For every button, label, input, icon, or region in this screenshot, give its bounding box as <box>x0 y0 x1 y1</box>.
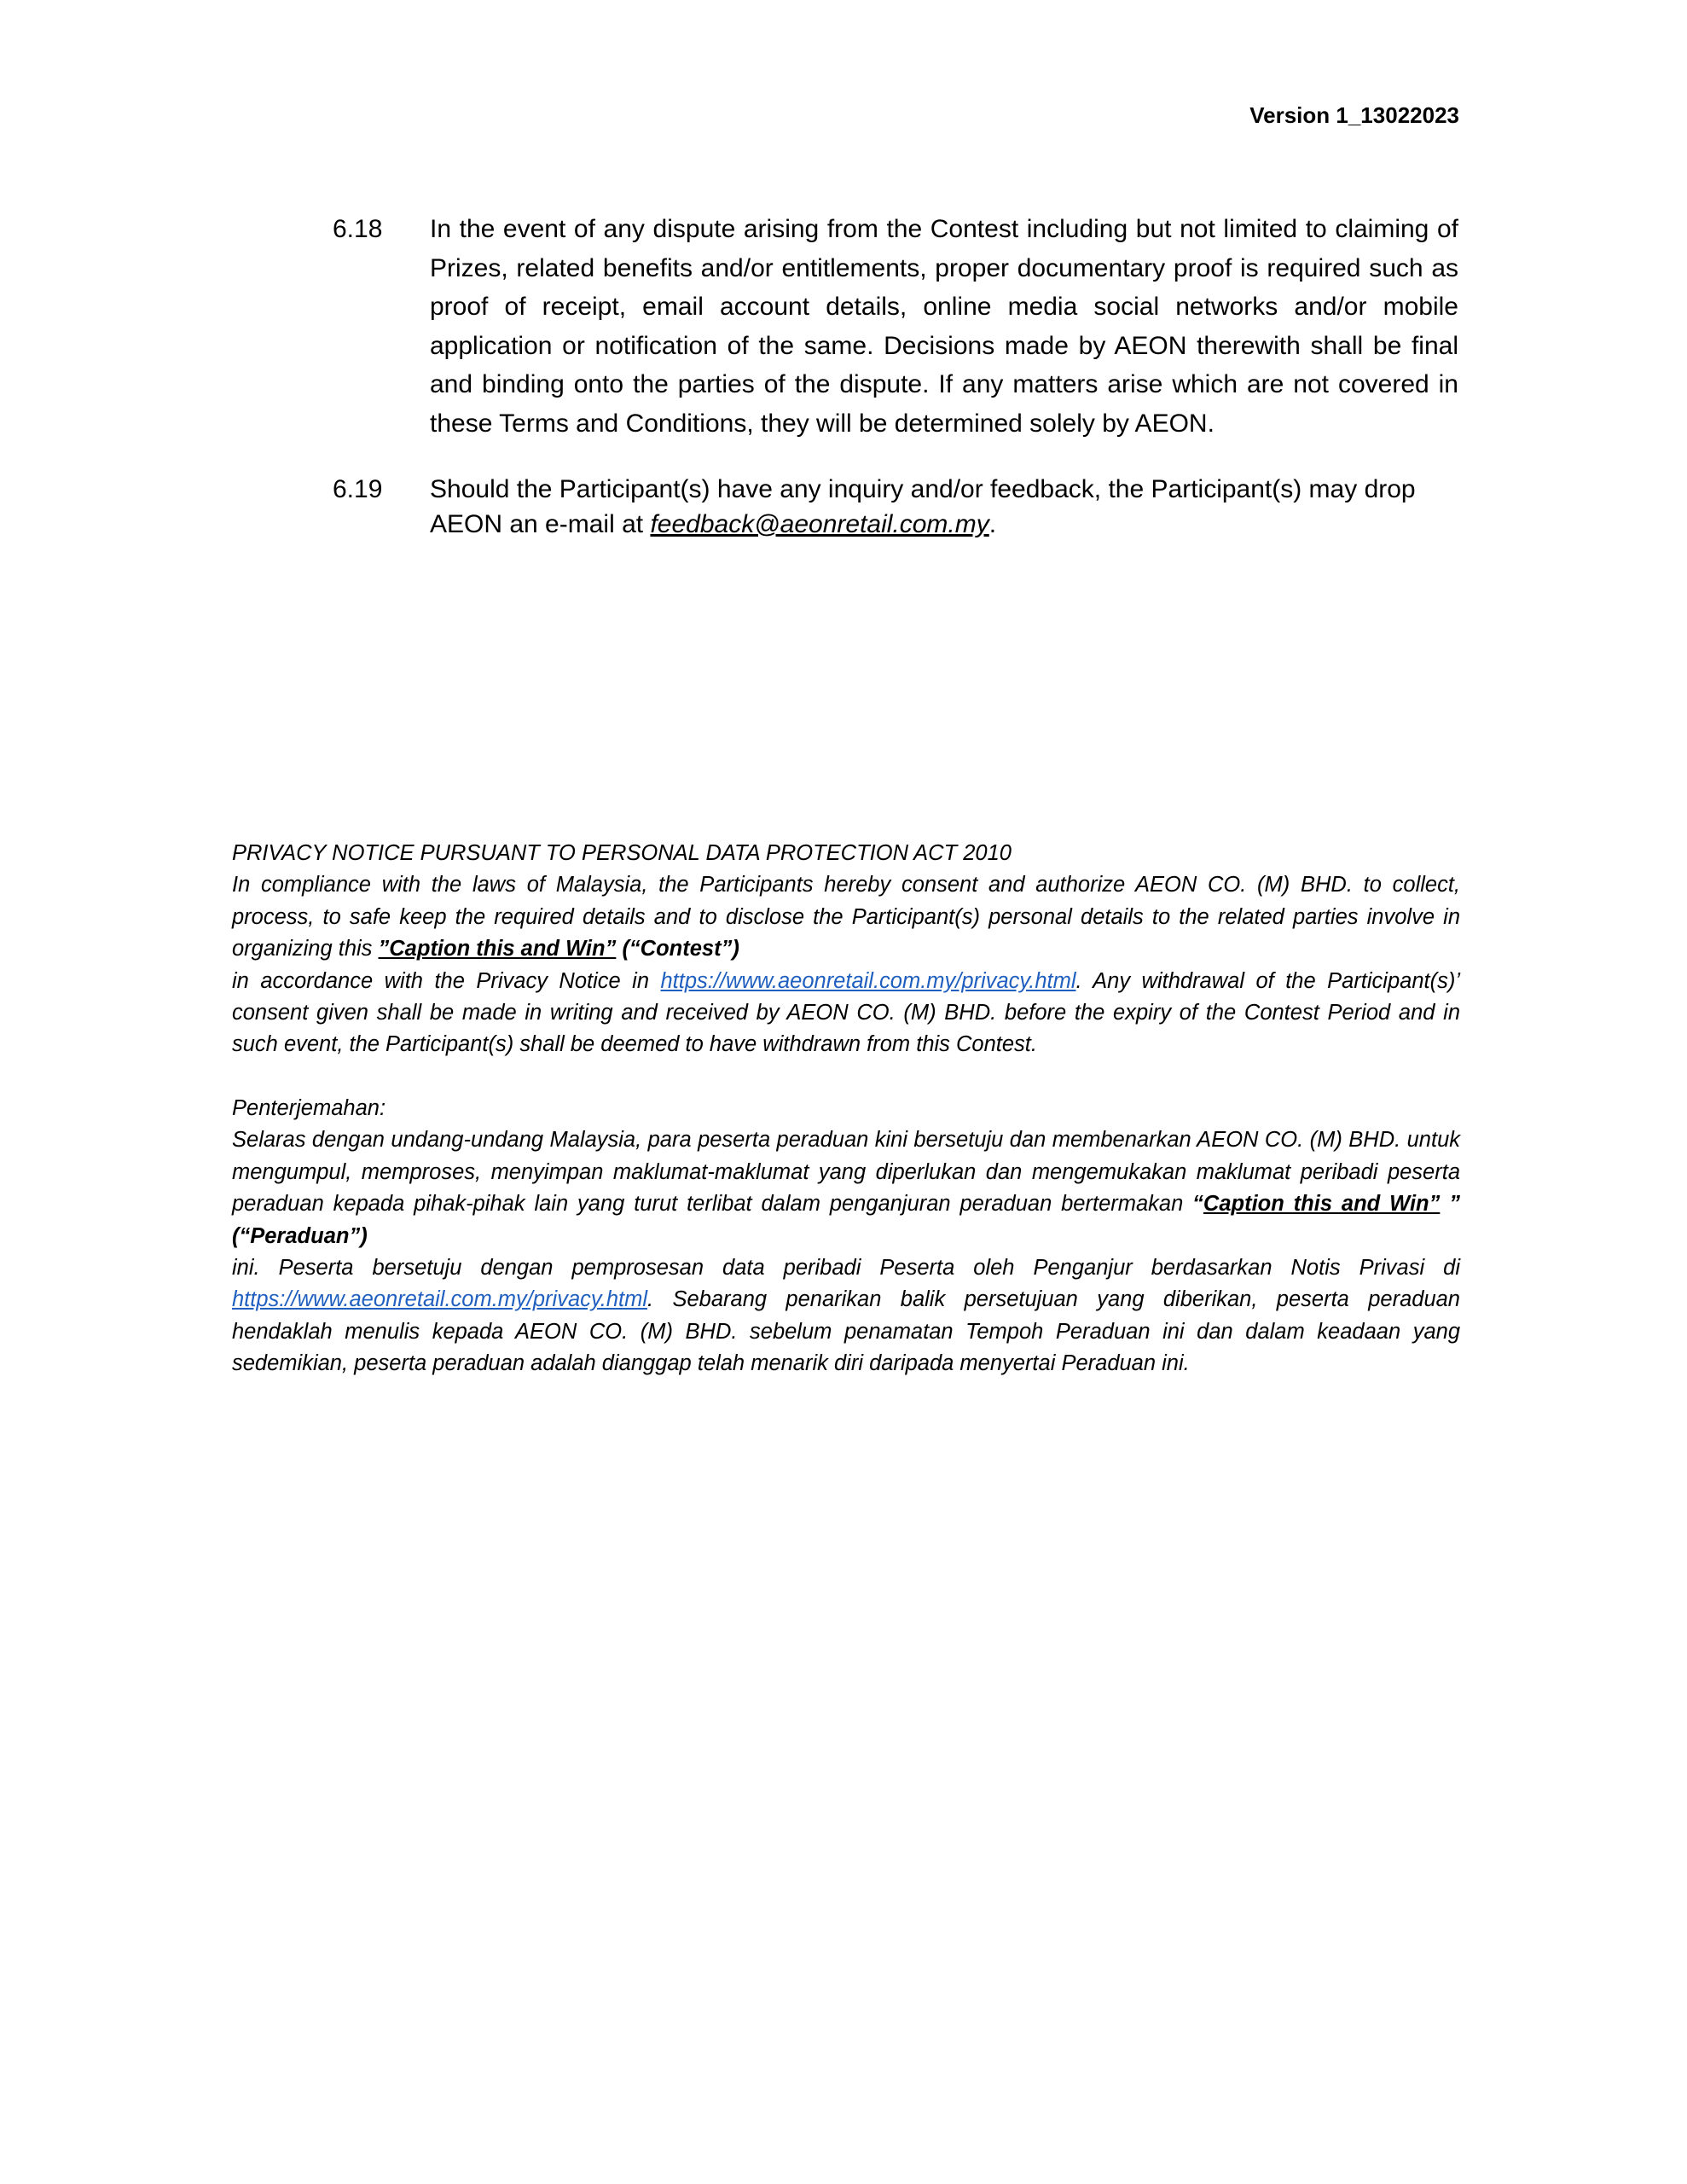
translation-body <box>232 1252 1460 1380</box>
privacy-notice-english <box>232 838 1460 1061</box>
quote-open: “ <box>1192 1192 1203 1217</box>
clause-number: 6.19 <box>333 475 383 503</box>
clause-number: 6.18 <box>333 215 383 243</box>
privacy-notice-intro <box>232 869 1460 965</box>
translation-consent-text: ini. Peserta bersetuju dengan pemprosesan data peribadi Peserta oleh Penganjur berdasarkan Notis Privasi di <box>232 1256 1460 1281</box>
privacy-notice-malay <box>232 1093 1460 1380</box>
privacy-closing-text: . Any withdrawal of the Participant(s)’ consent given shall be made in writing and received by AEON CO. (M) BHD. before the expiry of the Contest Period and in such event, the Participant(s) shall be deemed to have withdrawn from this Contest. <box>232 968 1461 1057</box>
contest-name: ”Caption this and Win” <box>378 937 617 961</box>
translation-heading: Penterjemahan: <box>232 1096 386 1120</box>
clause-text <box>430 472 1458 542</box>
privacy-notice-body <box>232 966 1460 1061</box>
feedback-email-link[interactable]: feedback@aeonretail.com.my <box>650 510 989 538</box>
version-label: Version 1_13022023 <box>1249 102 1459 128</box>
clause-6-18 <box>331 210 1458 443</box>
privacy-url-link[interactable]: https://www.aeonretail.com.my/privacy.html <box>660 968 1076 993</box>
translation-closing-text: . Sebarang penarikan balik persetujuan yang diberikan, peserta peraduan hendaklah menulis kepada AEON CO. (M) BHD. sebelum penamatan Tempoh Peraduan ini dan dalam keadaan yang sedemikian, peserta peraduan adalah dianggap telah menarik diri daripada menyertai Peraduan ini. <box>232 1287 1460 1376</box>
privacy-notice-heading: PRIVACY NOTICE PURSUANT TO PERSONAL DATA PROTECTION ACT 2010 <box>232 841 1012 865</box>
privacy-accordance-text: in accordance with the Privacy Notice in <box>232 968 661 993</box>
contest-label: ” (“Peraduan”) <box>232 1192 1460 1248</box>
privacy-url-link[interactable]: https://www.aeonretail.com.my/privacy.html <box>232 1287 648 1312</box>
clause-text-before: Should the Participant(s) have any inquiry and/or feedback, the Participant(s) may drop AEON an e-mail at <box>430 475 1416 538</box>
translation-intro <box>232 1124 1460 1252</box>
clause-text-after: . <box>988 510 997 538</box>
contest-name: Caption this and Win” <box>1203 1192 1441 1217</box>
clause-6-19 <box>331 472 1458 542</box>
translation-intro-text: Selaras dengan undang-undang Malaysia, para peserta peraduan kini bersetuju dan membenarkan AEON CO. (M) BHD. untuk mengumpul, memproses, menyimpan maklumat-maklumat yang diperlukan dan mengemukakan maklumat peribadi peserta peraduan kepada pihak-pihak lain yang turut terlibat dalam penganjuran peraduan bertermakan <box>232 1128 1460 1217</box>
contest-label: (“Contest”) <box>616 937 739 961</box>
clause-text: In the event of any dispute arising from the Contest including but not limited to claiming of Prizes, related benefits and/or entitlements, proper documentary proof is required such as proof of receipt, email account details, online media social networks and/or mobile application or notification of the same. Decisions made by AEON therewith shall be final and binding onto the parties of the dispute. If any matters arise which are not covered in these Terms and Conditions, they will be determined solely by AEON. <box>430 215 1458 438</box>
privacy-intro-text: In compliance with the laws of Malaysia, the Participants hereby consent and authorize AEON CO. (M) BHD. to collect, process, to safe keep the required details and to disclose the Participant(s) personal details to the related parties involve in organizing this <box>232 873 1460 961</box>
